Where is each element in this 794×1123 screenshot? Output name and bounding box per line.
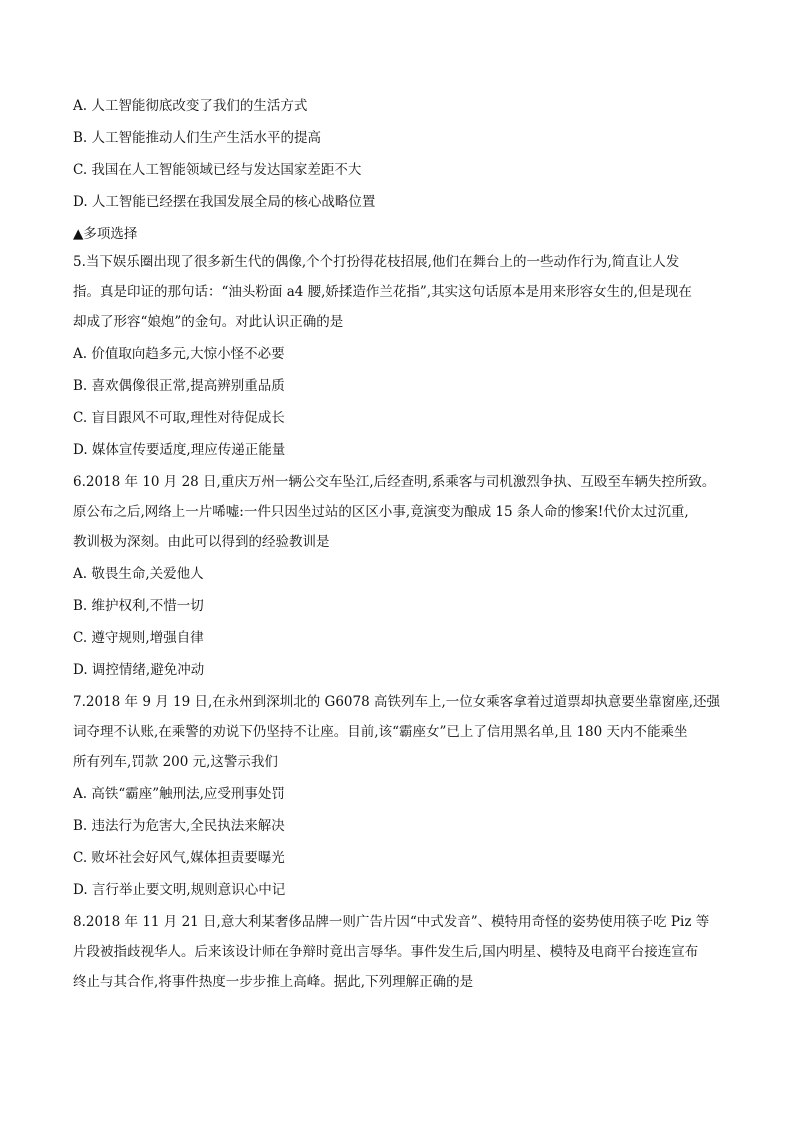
q6-stem-line: 原公布之后,网络上一片唏嘘:一件只因坐过站的区区小事,竟演变为酿成 15 条人命的惨案!代价太过沉重, [73, 504, 689, 520]
q5-option-b: B. 喜欢偶像很正常,提高辨别重品质 [73, 378, 285, 394]
q6-option-b: B. 维护权利,不惜一切 [73, 598, 204, 614]
q7-stem-line: 词夺理不认账,在乘警的劝说下仍坚持不让座。目前,该“霸座女”已上了信用黑名单,且 180 天内不能乘坐 [73, 724, 688, 740]
q6-stem-line: 教训极为深刻。由此可以得到的经验教训是 [73, 534, 330, 550]
question-7 [73, 694, 725, 898]
q4-option-d: D. 人工智能已经摆在我国发展全局的核心战略位置 [73, 194, 376, 210]
q8-stem-line: 终止与其合作,将事件热度一步步推上高峰。据此,下列理解正确的是 [73, 974, 474, 990]
q6-stem-line: 6.2018 年 10 月 28 日,重庆万州一辆公交车坠江,后经查明,系乘客与司机激烈争执、互殴至车辆失控所致。 [73, 474, 716, 490]
q8-stem-line: 片段被指歧视华人。后来该设计师在争辩时竟出言辱华。事件发生后,国内明星、模特及电商平台接连宣布 [73, 944, 699, 960]
q4-option-a: A. 人工智能彻底改变了我们的生活方式 [73, 98, 308, 114]
q7-option-c: C. 败坏社会好风气,媒体担责要曝光 [73, 850, 285, 866]
question-4-options [73, 98, 725, 210]
q4-option-b: B. 人工智能推动人们生产生活水平的提高 [73, 130, 322, 146]
q5-option-a: A. 价值取向趋多元,大惊小怪不必要 [73, 346, 285, 362]
q7-stem [73, 694, 725, 770]
q5-stem-line: 指。真是印证的那句话：“油头粉面 a4 腰,娇揉造作兰花指”,其实这句话原本是用来形容女生的,但是现在 [73, 284, 692, 300]
section-heading-multiple-choice: ▲多项选择 [73, 226, 138, 242]
question-6 [73, 474, 725, 678]
q7-option-b: B. 违法行为危害大,全民执法来解决 [73, 818, 285, 834]
q7-option-d: D. 言行举止要文明,规则意识心中记 [73, 882, 286, 898]
q6-option-c: C. 遵守规则,增强自律 [73, 630, 204, 646]
q7-option-a: A. 高铁“霸座”触刑法,应受刑事处罚 [73, 786, 285, 802]
q5-stem-line: 5.当下娱乐圈出现了很多新生代的偶像,个个打扮得花枝招展,他们在舞台上的一些动作行为,简直让人发 [73, 254, 680, 270]
q8-stem [73, 914, 725, 990]
q4-option-c: C. 我国在人工智能领域已经与发达国家差距不大 [73, 162, 362, 178]
q5-stem [73, 254, 725, 330]
q5-stem-line: 却成了形容“娘炮”的金句。对此认识正确的是 [73, 314, 344, 330]
q8-stem-line: 8.2018 年 11 月 21 日,意大利某奢侈品牌一则广告片因“中式发音”、模特用奇怪的姿势使用筷子吃 Piz 等 [73, 914, 710, 930]
q5-option-c: C. 盲目跟风不可取,理性对待促成长 [73, 410, 285, 426]
q7-stem-line: 7.2018 年 9 月 19 日,在永州到深圳北的 G6078 高铁列车上,一位女乘客拿着过道票却执意要坐靠窗座,还强 [73, 694, 721, 710]
q6-option-d: D. 调控情绪,避免冲动 [73, 662, 205, 678]
exam-page [73, 98, 725, 1006]
question-8 [73, 914, 725, 990]
q6-option-a: A. 敬畏生命,关爱他人 [73, 566, 204, 582]
q6-stem [73, 474, 725, 550]
q5-option-d: D. 媒体宣传要适度,理应传递正能量 [73, 442, 286, 458]
question-5 [73, 254, 725, 458]
q7-stem-line: 所有列车,罚款 200 元,这警示我们 [73, 754, 278, 770]
